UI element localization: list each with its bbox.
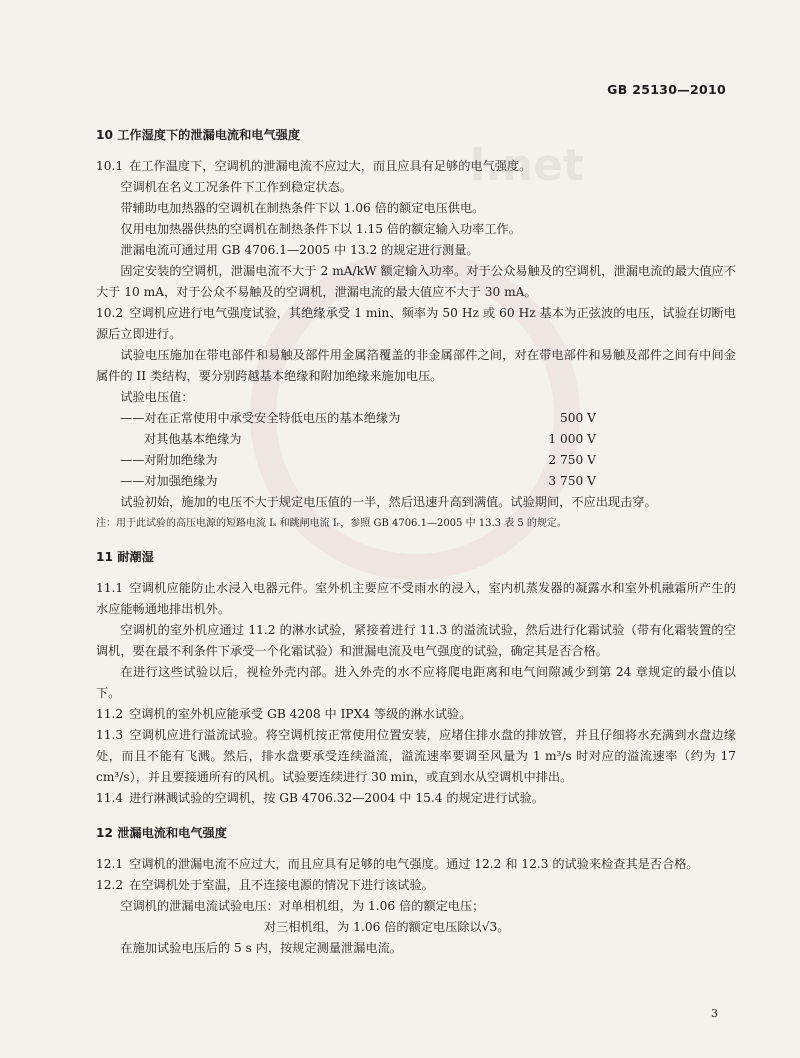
clause-11-1 <box>96 578 736 620</box>
clause-text: 在工作温度下，空调机的泄漏电流不应过大，而且应具有足够的电气强度。 <box>129 159 532 173</box>
clause-11-2 <box>96 704 736 725</box>
voltage-value: 3 750 V <box>548 474 596 488</box>
clause-11-4 <box>96 788 736 809</box>
voltage-row <box>96 450 736 471</box>
clause-number: 11.2 <box>96 707 124 721</box>
clause-number: 12.1 <box>96 857 124 871</box>
paragraph: 泄漏电流可通过用 GB 4706.1—2005 中 13.2 的规定进行测量。 <box>120 243 479 257</box>
voltage-label: ——对加强绝缘为 <box>120 474 218 488</box>
standard-number: GB 25130—2010 <box>607 82 726 97</box>
paragraph: 带辅助电加热器的空调机在制热条件下以 1.06 倍的额定电压供电。 <box>120 201 485 215</box>
watermark-text: l.net <box>470 140 584 191</box>
clause-12-1 <box>96 854 736 875</box>
clause-text: 空调机应能防止水浸入电器元件。室外机主要应不受雨水的浸入，室内机蒸发器的凝露水和室外机融霜所产生的水应能畅通地排出机外。 <box>96 581 736 616</box>
section-11-heading: 11 耐潮湿 <box>96 550 154 564</box>
paragraph: 在施加试验电压后的 5 s 内，按规定测量泄漏电流。 <box>120 941 402 955</box>
voltage-value: 500 V <box>560 411 596 425</box>
voltage-list <box>96 408 736 492</box>
paragraph: 在进行这些试验以后，视检外壳内部。进入外壳的水不应将爬电距离和电气间隙减少到第 24 章规定的最小值以下。 <box>96 665 736 700</box>
paragraph: 空调机的泄漏电流试验电压：对单相机组，为 1.06 倍的额定电压； <box>120 899 485 913</box>
clause-text: 空调机应进行电气强度试验，其绝缘承受 1 min、频率为 50 Hz 或 60 Hz 基本为正弦波的电压，试验在切断电源后立即进行。 <box>96 306 736 341</box>
voltage-value: 1 000 V <box>548 432 596 446</box>
paragraph: 空调机在名义工况条件下工作到稳定状态。 <box>120 180 352 194</box>
clause-text: 在空调机处于室温，且不连接电源的情况下进行该试验。 <box>129 878 434 892</box>
voltage-label: ——对在正常使用中承受安全特低电压的基本绝缘为 <box>120 411 401 425</box>
clause-10-2 <box>96 303 736 345</box>
note: 注：用于此试验的高压电源的短路电流 Iₛ 和跳闸电流 Iᵣ，参照 GB 4706.1—2005 中 13.3 表 5 的规定。 <box>96 518 567 529</box>
voltage-label: 对其他基本绝缘为 <box>144 432 242 446</box>
clause-number: 11.1 <box>96 581 124 595</box>
paragraph: 空调机的室外机应通过 11.2 的淋水试验，紧接着进行 11.3 的溢流试验，然后进行化霜试验（带有化霜装置的空调机，要在最不利条件下承受一个化霜试验）和泄漏电流及电气强度的试验，确定其是否合格。 <box>96 623 736 658</box>
clause-text: 空调机的泄漏电流不应过大，而且应具有足够的电气强度。通过 12.2 和 12.3 的试验来检查其是否合格。 <box>129 857 699 871</box>
clause-11-3 <box>96 725 736 788</box>
clause-number: 11.4 <box>96 791 124 805</box>
page-number: 3 <box>711 1007 718 1020</box>
voltage-label: ——对附加绝缘为 <box>120 453 218 467</box>
clause-text: 空调机应进行溢流试验。将空调机按正常使用位置安装，应堵住排水盘的排放管，并且仔细将水充满到水盘边缘处，而且不能有飞溅。然后，排水盘要承受连续溢流，溢流速率要调至风量为 1 m³/s 时对应的溢流速率（约为 17 cm³/s），并且要接通所有的风机。试验要连续进行 30 min，或直到水从空调机中排出。 <box>96 728 736 784</box>
clause-number: 10.1 <box>96 159 124 173</box>
clause-text: 进行淋溅试验的空调机，按 GB 4706.32—2004 中 15.4 的规定进行试验。 <box>129 791 544 805</box>
paragraph: 试验初始，施加的电压不大于规定电压值的一半，然后迅速升高到满值。试验期间，不应出现击穿。 <box>120 495 657 509</box>
formula-line: 对三相机组，为 1.06 倍的额定电压除以√3。 <box>264 920 510 934</box>
voltage-list-title: 试验电压值： <box>120 390 194 404</box>
paragraph: 固定安装的空调机，泄漏电流不大于 2 mA/kW 额定输入功率。对于公众易触及的空调机，泄漏电流的最大值应不大于 10 mA，对于公众不易触及的空调机，泄漏电流的最大值应不大于 30 mA。 <box>96 264 736 299</box>
voltage-row <box>96 471 736 492</box>
clause-10-1 <box>96 156 736 177</box>
clause-number: 11.3 <box>96 728 124 742</box>
voltage-value: 2 750 V <box>548 453 596 467</box>
clause-number: 12.2 <box>96 878 124 892</box>
clause-text: 空调机的室外机应能承受 GB 4208 中 IPX4 等级的淋水试验。 <box>129 707 472 721</box>
voltage-row <box>96 429 736 450</box>
body-content <box>96 125 736 959</box>
clause-number: 10.2 <box>96 306 124 320</box>
paragraph: 试验电压施加在带电部件和易触及部件用金属箔覆盖的非金属部件之间，对在带电部件和易触及部件之间有中间金属件的 II 类结构，要分别跨越基本绝缘和附加绝缘来施加电压。 <box>96 348 736 383</box>
section-12-heading: 12 泄漏电流和电气强度 <box>96 826 227 840</box>
clause-12-2 <box>96 875 736 896</box>
paragraph: 仅用电加热器供热的空调机在制热条件下以 1.15 倍的额定输入功率工作。 <box>120 222 521 236</box>
section-10-heading: 10 工作湿度下的泄漏电流和电气强度 <box>96 128 301 142</box>
voltage-row <box>96 408 736 429</box>
